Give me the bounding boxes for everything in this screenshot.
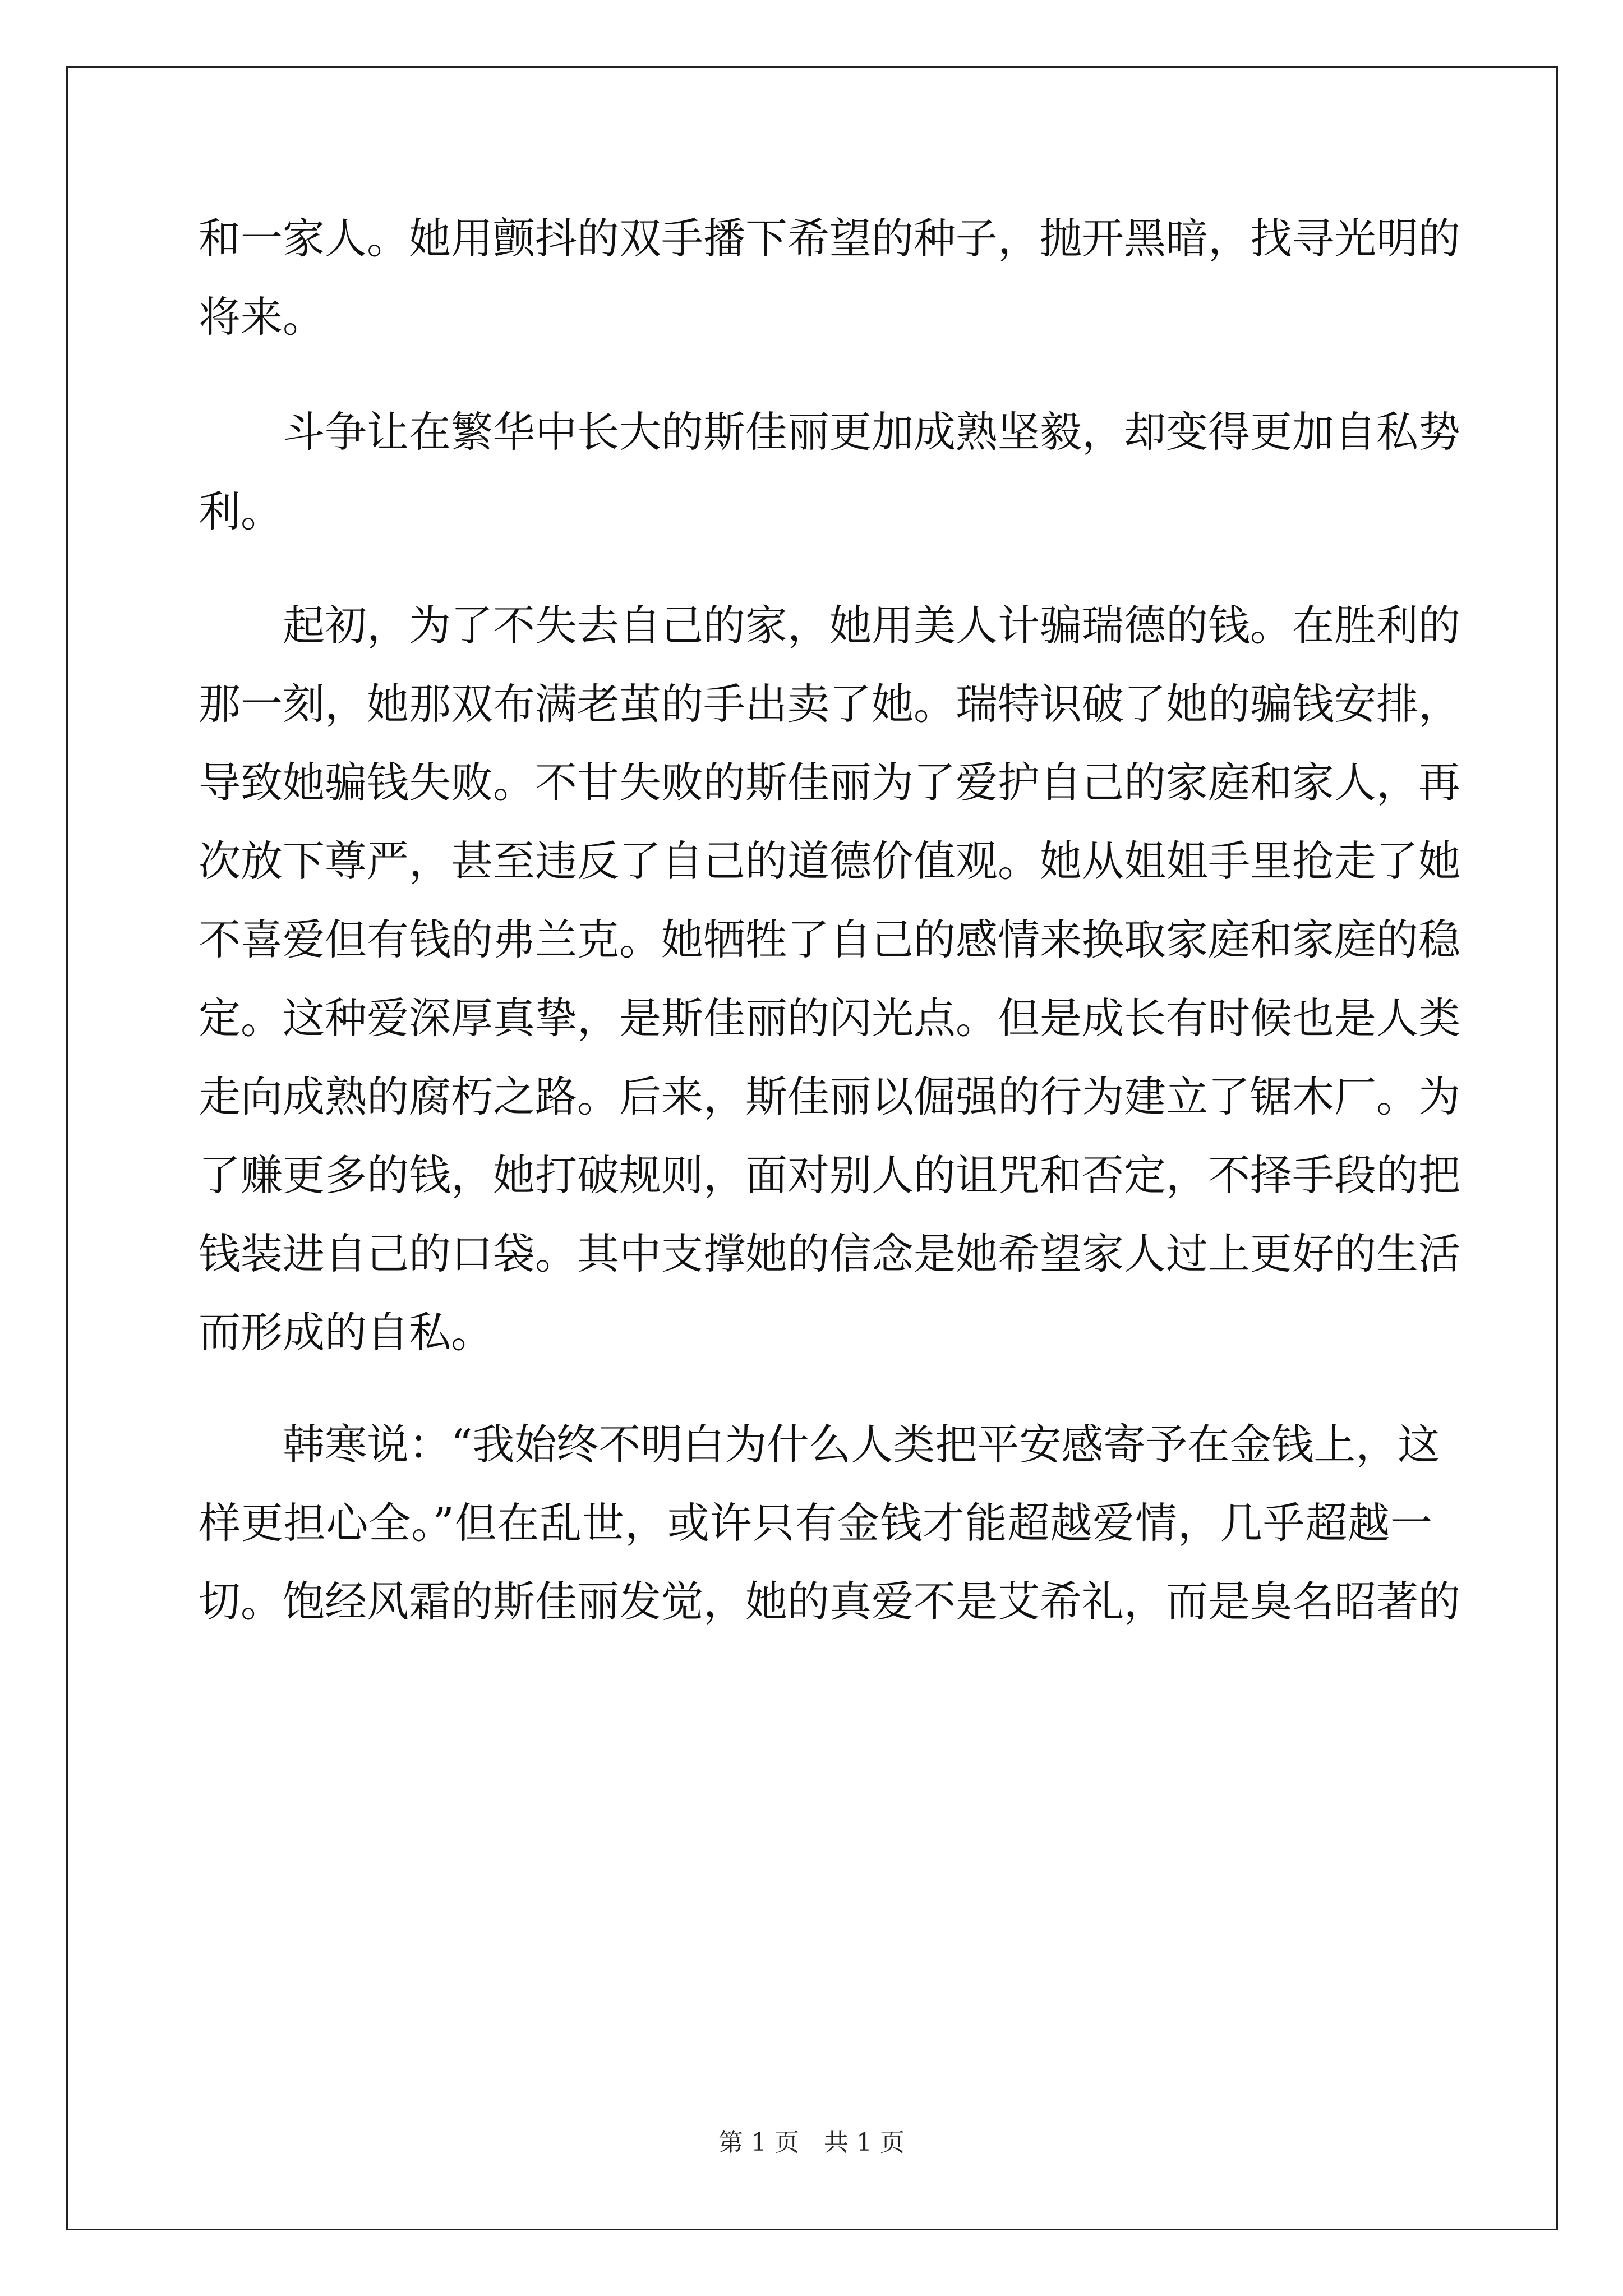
text-line-7: 导致她骗钱失败。不甘失败的斯佳丽为了爱护自己的家庭和家人，再 <box>199 758 1461 807</box>
text-line-17: 切。饱经风霜的斯佳丽发觉，她的真爱不是艾希礼，而是臭名昭著的 <box>199 1577 1461 1626</box>
page-number-label: 第 1 页 共 1 页 <box>718 2128 905 2157</box>
text-line-11: 走向成熟的腐朽之路。后来，斯佳丽以倔强的行为建立了锯木厂。为 <box>199 1072 1461 1121</box>
text-line-13: 钱装进自己的口袋。其中支撑她的信念是她希望家人过上更好的生活 <box>199 1229 1461 1278</box>
text-line-5: 起初，为了不失去自己的家，她用美人计骗瑞德的钱。在胜利的 <box>199 601 1461 650</box>
text-line-14: 而形成的自私。 <box>199 1308 494 1357</box>
page-footer <box>0 2126 1623 2160</box>
text-line-16: 样更担心全。”但在乱世，或许只有金钱才能超越爱情，几乎超越一 <box>199 1498 1432 1548</box>
text-line-12: 了赚更多的钱，她打破规则，面对别人的诅咒和否定，不择手段的把 <box>199 1151 1461 1200</box>
text-line-1: 和一家人。她用颤抖的双手播下希望的种子，抛开黑暗，找寻光明的 <box>199 214 1461 263</box>
text-line-3: 斗争让在繁华中长大的斯佳丽更加成熟坚毅，却变得更加自私势 <box>199 407 1461 457</box>
text-line-6: 那一刻，她那双布满老茧的手出卖了她。瑞特识破了她的骗钱安排， <box>199 679 1461 729</box>
text-line-4: 利。 <box>199 487 283 536</box>
text-line-9: 不喜爱但有钱的弗兰克。她牺牲了自己的感情来换取家庭和家庭的稳 <box>199 915 1461 964</box>
text-line-8: 次放下尊严，甚至违反了自己的道德价值观。她从姐姐手里抢走了她 <box>199 836 1461 886</box>
text-line-15: 韩寒说：“我始终不明白为什么人类把平安感寄予在金钱上，这 <box>199 1420 1440 1469</box>
text-line-2: 将来。 <box>199 292 325 342</box>
text-line-10: 定。这种爱深厚真挚，是斯佳丽的闪光点。但是成长有时候也是人类 <box>199 993 1461 1043</box>
